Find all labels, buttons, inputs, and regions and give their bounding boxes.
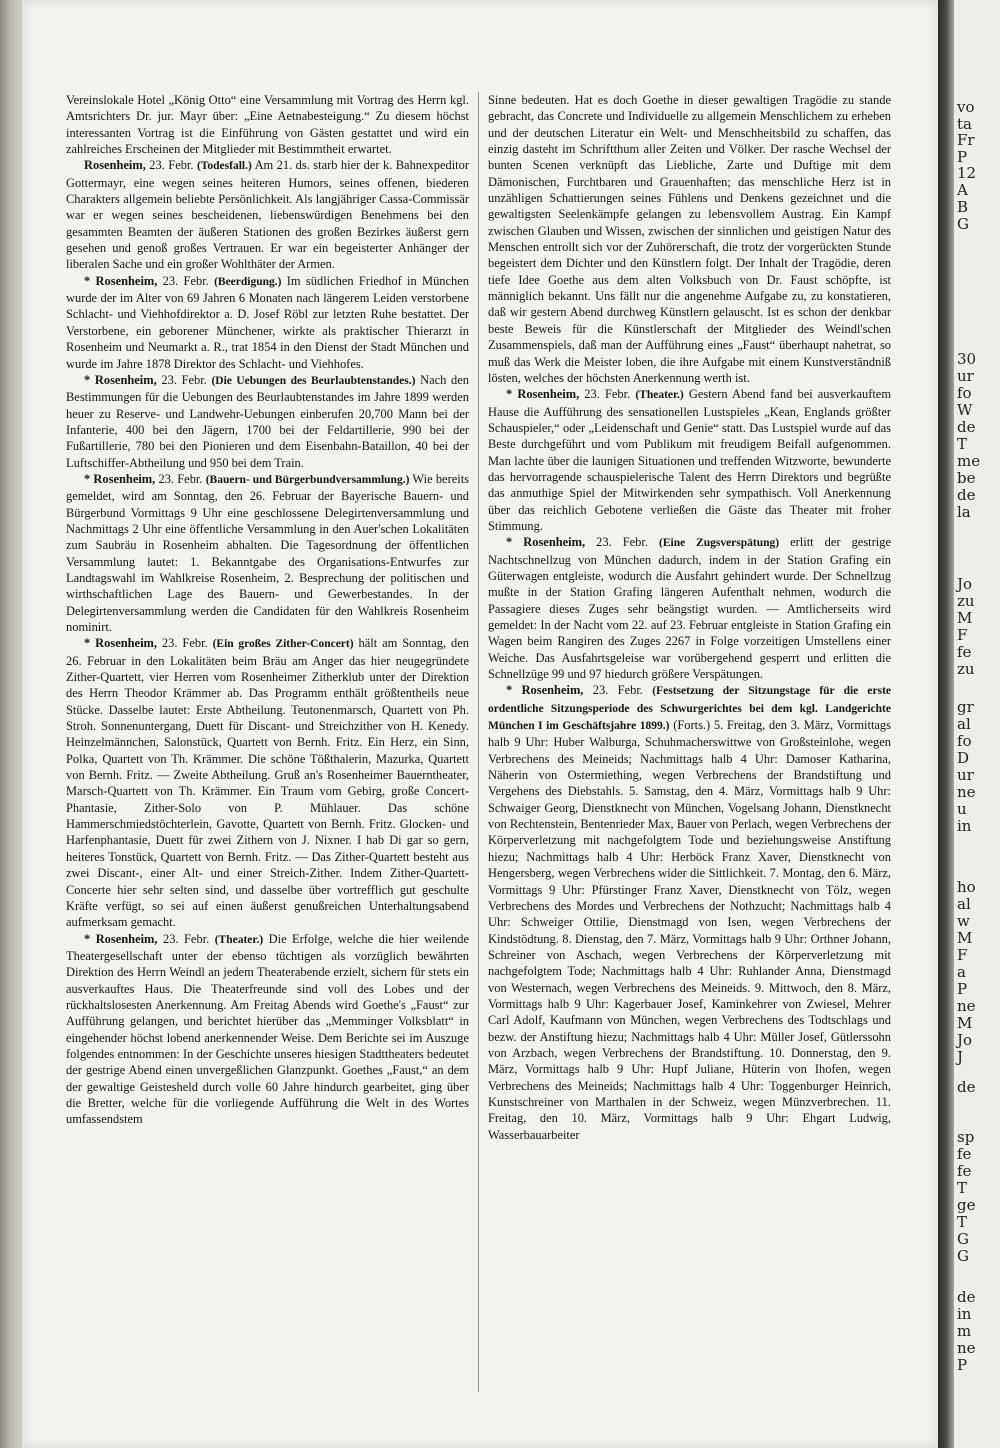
item-body: (Forts.) 5. Freitag, den 3. März, Vormittags halb 9 Uhr: Huber Walburga, Schuhmacherswittwe von Großsteinlohe, wegen Verbrechens des Meineids; Nachmittags halb 4 Uhr: Damoser Katharina, Näherin von Ostermiething, wegen Verbrechens der Brandstiftung und Vergehens des Diebstahls. 5. Samstag, den 4. März, Vormittags halb 9 Uhr: Schwaiger Georg, Dienstknecht von München, Vogelsang Johann, Dienstknecht von Rechtenstein, Bentenrieder Max, Bauer von Perlach, wegen Verbrechens der Körperverletzung mit nachgefolgtem Tode und beziehungsweise Anstiftung hiezu; Nachmittags halb 4 Uhr: Herböck Franz Xaver, Dienstknecht von Hengersberg, wegen Verbrechens wider die Sittlichkeit. 7. Montag, den 6. März, Vormittags 9 Uhr: Pfürstinger Franz Xaver, Dienstknecht von Tölz, wegen Verbrechens des Mordes und Verbrechens der Nothzucht; Nachmittags halb 4 Uhr: Schweiger Ottilie, Dienstmagd von Isen, wegen Verbrechens der Kindstödtung. 8. Dienstag, den 7. März, Vormittags halb 9 Uhr: Orthner Johann, Schreiner von Aschach, wegen Verbrechens der Körperverletzung mit nachgefolgtem Tode; Nachmittags halb 4 Uhr: Ruhlander Anna, Dienstmagd von Westernach, wegen Verbrechens des Meineids. 9. Mittwoch, den 8. März, Vormittags halb 9 Uhr: Kagerbauer Josef, Kaminkehrer von Zwiesel, Mehrer Carl Adolf, Kaufmann von München, wegen Verbrechens des Todtschlags und bezw. der Anstiftung hiezu; Nachmittags halb 4 Uhr: Müller Josef, Gütlerssohn von Arzbach, wegen Verbrechens der Brandstiftung. 10. Donnerstag, den 9. März, Vormittags halb 9 Uhr: Hupf Juliane, Hüterin von Ihofen, wegen Verbrechens des Meineids; Nachmittags halb 4 Uhr: Toggenburger Heinrich, Kunstschreiner von Marthalen in der Schweiz, wegen Münzverbrechen. 11. Freitag, den 10. März, Vormittags halb 9 Uhr: Ehgart Ludwig, Wasserbauarbeiter (488, 718, 891, 1142)
item-date: 23. Febr. (585, 535, 660, 550)
next-page-fragment: G (957, 1230, 969, 1248)
item-date: 23. Febr. (156, 372, 212, 387)
next-page-fragment: P (957, 1356, 968, 1374)
next-page-fragment: me (957, 452, 981, 470)
next-page-fragment: fo (957, 732, 972, 750)
item-date: 23. Febr. (157, 636, 213, 651)
next-page-fragment: F (957, 946, 968, 964)
item-subject: (Eine Zugsverspätung) (659, 537, 780, 550)
next-page-fragment: T (957, 1213, 968, 1231)
next-page-fragment: in (957, 1305, 972, 1323)
next-page-fragment: A (957, 181, 968, 199)
next-page-fragment: in (957, 817, 972, 835)
next-page-fragment: de (957, 1288, 976, 1306)
left-column (66, 92, 469, 1128)
next-page-fragment: m (957, 1322, 972, 1340)
next-page-fragment: la (957, 503, 971, 521)
next-page-fragment: be (957, 469, 976, 487)
next-page-fragment: a (957, 963, 966, 981)
next-page-fragment: M (957, 929, 973, 947)
next-page-fragment: D (957, 749, 970, 767)
next-page-fragment: zu (957, 592, 975, 610)
next-page-fragment: w (957, 912, 970, 930)
item-place: * Rosenheim, (84, 931, 158, 946)
item-subject: (Festsetzung der Sitzungstage für die erste ordentliche Sitzungsperiode des Schwurgerichtes bei dem kgl. Landgerichte München I im Geschäftsjahre 1899.) (488, 685, 891, 733)
next-page-fragment: fe (957, 1145, 972, 1163)
next-page-fragment: Jo (957, 1031, 973, 1049)
item-place: * Rosenheim, (84, 372, 157, 387)
item-subject: (Todesfall.) (196, 160, 252, 173)
item-place: * Rosenheim, (84, 273, 158, 288)
news-item (488, 386, 891, 534)
next-page-fragment: W (957, 401, 973, 419)
item-date: 23. Febr. (157, 273, 215, 288)
next-page-fragment: fo (957, 384, 972, 402)
next-page-fragment: Fr (957, 131, 975, 149)
news-item (66, 157, 469, 272)
next-page-fragment: zu (957, 660, 975, 678)
next-page-fragment: M (957, 1014, 973, 1032)
next-page-fragment: P (957, 148, 968, 166)
item-date: 23. Febr. (145, 158, 197, 173)
column-rule (478, 92, 479, 1392)
next-page-fragment: 30 (957, 350, 977, 368)
item-body: Am 21. ds. starb hier der k. Bahnexpeditor Gottermayr, eine wegen seines heiteren Humors, seines offenen, biederen Charakters allgemein beliebte Persönlichkeit. Als langjähriger Cassa-Commissär war er wegen seines bescheidenen, liebenswürdigen Benehmens bei den gesammten Beamten der äußeren Stationen des großen Bezirkes äußerst gern gesehen und genoß großes Vertrauen. Er war ein begeisterter Anhänger der liberalen Sache und ein großer Wohlthäter der Armen. (66, 158, 469, 272)
item-date: 23. Febr. (579, 387, 636, 402)
next-page-fragment: u (957, 800, 967, 818)
item-place: * Rosenheim, (506, 683, 584, 698)
item-body: hält am Sonntag, den 26. Februar in den Lokalitäten beim Bräu am Anger das hier neugegründete Zither-Quartett, vier Herren vom Rosenheimer Zitherklub unter der Direktion des Herrn Theodor Krämmer ab. Das Programm enthält größtentheils neue Stücke. Dasselbe lautet: Erste Abtheilung. Teutonenmarsch, Quartett von Ph. Stroh. Sonnenuntergang, Duett für Discant- und Streichzither von H. Kenedy. Heinzelmännchen, Salonstück, Quartett von Bernh. Fritz. Ein Herz, ein Sinn, Polka, Quartett von Th. Krämmer. Die schöne Tößthalerin, Mazurka, Quartett von Bernh. Fritz. — Zweite Abtheilung. Gruß an's Rosenheimer Bauerntheater, Marsch-Quartett von Th. Krämmer. Ein Traum vom Gebirg, große Concert-Phantasie, Zither-Solo von P. Mühlauer. Das schöne Hammerschmiedstöchterlein, Gavotte, Quartett von Bernh. Fritz. Glocken- und Harfenphantasie, Duett für zwei Zithern von J. Nixner. I hab Di gar so gern, heiteres Tonstück, Quartett von Bernh. Fritz. — Das Zither-Quartett besteht aus zwei Discant-, einer Alt- und einer Streich-Zither. Indem Zither-Quartett-Concerte hier sehr selten sind, und dasselbe über vortrefflich gut geschulte Kräfte verfügt, so sei auf einen äußerst genußreichen Unterhaltungsabend aufmerksam gemacht. (66, 636, 469, 930)
news-item (66, 273, 469, 372)
next-page-fragment: J (957, 1048, 964, 1066)
next-page-fragment: T (957, 1179, 968, 1197)
next-page-fragment: ne (957, 997, 976, 1015)
next-page-fragment: ge (957, 1196, 976, 1214)
next-page-fragment: de (957, 418, 976, 436)
next-page-margin (954, 0, 1000, 1448)
continued-paragraph: Sinne bedeuten. Hat es doch Goethe in dieser gewaltigen Tragödie zu stande gebracht, das Concrete und Individuelle zu allgemein Menschlichem zu erheben und der deutschen Literatur ein Welt- und Menschheitsbild zu schaffen, das einzig dasteht im Schriftthum aller Zeiten und Völker. Der rasche Wechsel der bunten Scenen verknüpft das Liebliche, Zarte und Duftige mit dem Dämonischen, Furchtbaren und Grauenhaften; das menschliche Herz ist in unzähligen Schattierungen seines Fühlens und Denkens gezeichnet und die gewaltigsten Seelenkämpfe gelangen zu lebensvollem Austrag. Ein Kampf zwischen Glauben und Wissen, zwischen der sinnlichen und geistigen Natur des Menschen entrollt sich vor der Zuhörerschaft, die trotz der vorgerückten Stunde begeistert dem Dichter und den Künstlern folgt. Der Inhalt der Tragödie, deren tiefe Idee Goethe aus dem alten Volksbuch von Dr. Faust schöpfte, ist männiglich bekannt. Uns fällt nur die angenehme Aufgabe zu, zu konstatieren, daß wir gestern Abend durchweg Künstlern gelauscht. Ist es schon der denkbar beste Beweis für die Künstlerschaft der Mitglieder des Weindl'schen Zusammenspiels, daß man der Aufführung eines „Faust“ überhaupt nahetrat, so muß das Werk die Meister loben, die ihre Aufgabe mit einem Kunstverständniß lösten, welches der höchsten Anerkennung werth ist. (488, 93, 891, 385)
item-date: 23. Febr. (583, 683, 653, 698)
right-column (488, 92, 891, 1143)
item-place: * Rosenheim, (84, 636, 157, 651)
item-place: * Rosenheim, (506, 387, 580, 402)
item-body: Wie bereits gemeldet, wird am Sonntag, den 26. Februar der Bayerische Bauern- und Bürgerbund Vormittags 9 Uhr eine geschlossene Delegirtenversammlung und Nachmittags 2 Uhr eine öffentliche Versammlung in den Auer'schen Lokalitäten zum Saubräu in Rosenheim abhalten. Die Tagesordnung der öffentlichen Versammlung lautet: 1. Bekanntgabe des Organisations-Entwurfes zur Landtagswahl im Wahlkreise Rosenheim, 2. Besprechung der politischen und wirthschaftlichen Lage des Bauern- und Gewerbestandes. In der Delegirtenversammlung werden die Candidaten für den Wahlkreis Rosenheim nominirt. (66, 471, 469, 634)
item-subject: (Theater.) (635, 389, 684, 402)
news-item (66, 471, 469, 635)
item-subject: (Beerdigung.) (214, 275, 282, 288)
item-subject: (Bauern- und Bürgerbundversammlung.) (205, 473, 410, 486)
next-page-fragment: sp (957, 1128, 975, 1146)
item-place: * Rosenheim, (84, 471, 156, 486)
item-body: Nach den Bestimmungen für die Uebungen des Beurlaubtenstandes im Jahre 1899 werden heuer zu Reserve- und Landwehr-Uebungen einberufen 20,700 Mann bei der Infanterie, 400 bei den Jägern, 1700 bei der Feldartillerie, 990 bei der Fußartillerie, 780 bei den Pionieren und dem Eisenbahn-Bataillon, 40 bei der Luftschiffer-Abtheilung und 950 bei dem Train. (66, 372, 469, 470)
news-item (66, 372, 469, 471)
next-page-fragment: vo (957, 98, 975, 116)
next-page-fragment: P (957, 980, 968, 998)
next-page-fragment: ur (957, 367, 974, 385)
next-page-fragment: de (957, 486, 976, 504)
item-body: Die Erfolge, welche die hier weilende Theatergesellschaft unter der ebenso tüchtigen als vorzüglich bewährten Direktion des Herrn Weindl an jedem Theaterabende erzielt, sichern für stets ein ausverkauftes Haus. Die Theaterfreunde sind voll des Lobes und der rückhaltslosesten Anerkennung. Am Freitag Abends wird Goethe's „Faust“ zur Aufführung gelangen, und berichtet hierüber das „Memminger Volksblatt“ in eingehender höchst lobend anerkennender Weise. Dem Berichte sei im Auszuge folgendes entnommen: In der Geschichte unseres hiesigen Stadttheaters bedeutet der gestrige Abend einen unvergeßlichen Glanzpunkt. Goethes „Faust,“ an dem der gewaltige Geistesheld durch volle 60 Jahre hindurch gearbeitet, ging über die Bretter, welche für die vorliegende Aufführung die Welt in des Wortes umfassendstem (66, 931, 469, 1127)
next-page-fragment: gr (957, 698, 974, 716)
next-page-fragment: G (957, 215, 969, 233)
next-page-fragment: M (957, 609, 973, 627)
next-page-fragment: B (957, 198, 969, 216)
item-place: * Rosenheim, (506, 535, 586, 550)
next-page-fragment: fe (957, 1162, 972, 1180)
news-item (488, 682, 891, 1143)
next-page-fragment: T (957, 435, 968, 453)
news-item (66, 931, 469, 1128)
next-page-fragment: Jo (957, 575, 973, 593)
next-page-fragment: de (957, 1078, 976, 1096)
item-subject: (Die Uebungen des Beurlaubtenstandes.) (211, 374, 416, 387)
next-page-fragment: ta (957, 115, 972, 133)
news-item (488, 534, 891, 682)
item-subject: (Theater.) (214, 933, 264, 946)
next-page-fragment: ho (957, 878, 976, 896)
next-page-fragment: 12 (957, 164, 977, 182)
item-body: erlitt der gestrige Nachtschnellzug von München dadurch, indem in der Station Grafing ein Güterwagen entgleiste, wodurch die Ausfahrt gehindert wurde. Der Schnellzug mußte in der Station Grafing längeren Aufenthalt nehmen, wodurch die Passagiere dieses Zuges sehr beängstigt wurden. — Amtlicherseits wird gemeldet: In der Nacht vom 22. auf 23. Februar entgleiste in Station Grafing ein Wagen beim Rangiren des Zuges 2267 in Folge vorzeitigen Umstellens einer Weiche. Das Ausfahrtsgeleise war vorübergehend gesperrt und erlitten die Schnellzüge 99 und 97 hiedurch größere Verspätungen. (488, 535, 891, 682)
item-place: Rosenheim, (84, 158, 146, 173)
item-subject: (Ein großes Zither-Concert) (212, 638, 354, 651)
item-date: 23. Febr. (157, 931, 215, 946)
page-gutter (938, 0, 954, 1448)
next-page-fragment: ur (957, 766, 974, 784)
next-page-fragment: ne (957, 1339, 976, 1357)
next-page-fragment: G (957, 1247, 969, 1265)
next-page-fragment: ne (957, 783, 976, 801)
item-body: Gestern Abend fand bei ausverkauftem Hause die Aufführung des sensationellen Lustspieles „Kean, Englands größter Schauspieler,“ oder „Leidenschaft und Genie“ statt. Das Lustspiel wurde auf das Beste durchgeführt und vom Publikum mit freudigem Beifall aufgenommen. Man lachte über die launigen Situationen und treffenden Witzworte, bewunderte das hervorragende schauspielerische Talent des Herrn Direktors und begrüßte das anmuthige Spiel der Mitwirkenden sehr sympathisch. Voll Anerkennung über das reichlich Gebotene verließen die Gäste das Theater mit froher Stimmung. (488, 387, 891, 533)
item-body: Im südlichen Friedhof in München wurde der im Alter von 69 Jahren 6 Monaten nach längerem Leiden verstorbene Schlacht- und Viehhofdirektor a. D. Josef Röbl zur letzten Ruhe bestattet. Der Verstorbene, ein geborener Münchener, wirkte als praktischer Thierarzt in Rosenheim und Neumarkt a. R., trat 1854 in den Dienst der Stadt München und wurde im Jahre 1878 Direktor des Schlacht- und Viehhofes. (66, 273, 469, 371)
continued-paragraph: Vereinslokale Hotel „König Otto“ eine Versammlung mit Vortrag des Herrn kgl. Amtsrichters Dr. jur. Mayr über: „Eine Aetnabesteigung.“ Zu diesem höchst interessanten Vortrag ist die Einführung von Gästen gestattet und wird ein zahlreiches Erscheinen der Mitglieder mit Bestimmtheit erwartet. (66, 93, 469, 157)
next-page-fragment: F (957, 626, 968, 644)
next-page-fragment: al (957, 715, 971, 733)
item-date: 23. Febr. (155, 471, 206, 486)
book-spine-edge (0, 0, 22, 1448)
news-item (66, 635, 469, 930)
next-page-fragment: al (957, 895, 971, 913)
next-page-fragment: fe (957, 643, 972, 661)
